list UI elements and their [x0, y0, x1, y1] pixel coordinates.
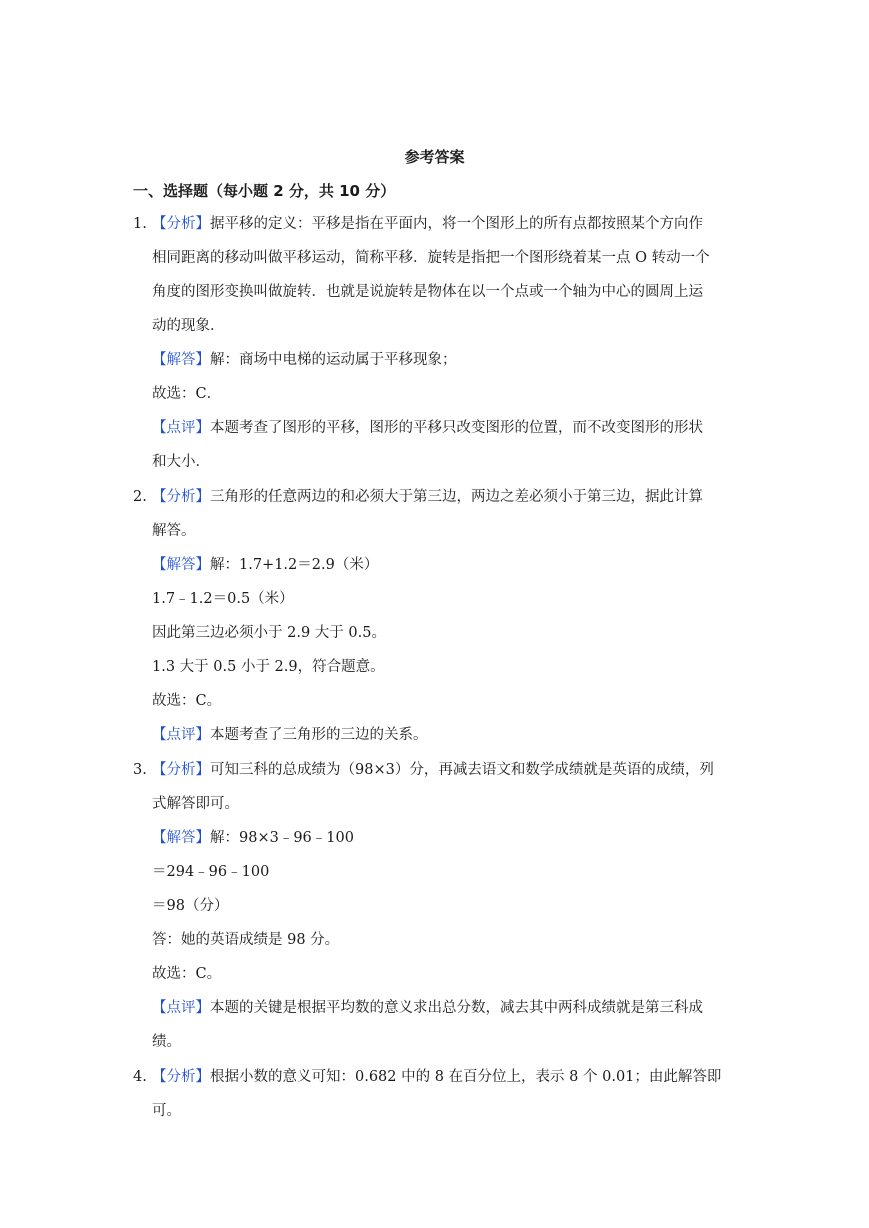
answer-tag: 【解答】	[152, 352, 210, 368]
q2-step-line: 因此第三边必须小于 2.9 大于 0.5。	[152, 625, 386, 641]
analysis-tag: 【分析】	[152, 762, 210, 778]
q1-choice-line: 故选：C．	[152, 386, 222, 402]
q1-comment-line: 和大小．	[152, 454, 210, 470]
analysis-tag: 【分析】	[152, 489, 210, 505]
q1-analysis-line: 【分析】据平移的定义：平移是指在平面内，将一个图形上的所有点都按照某个方向作	[152, 216, 703, 232]
comment-tag: 【点评】	[152, 727, 210, 743]
q3-step-line: 答：她的英语成绩是 98 分。	[152, 932, 340, 948]
q2-choice-line: 故选：C。	[152, 693, 222, 709]
q2-step-line: 1.7﹣1.2＝0.5（米）	[152, 591, 294, 607]
q4-analysis-line: 可。	[152, 1103, 181, 1119]
q2-analysis-line: 【分析】三角形的任意两边的和必须大于第三边，两边之差必须小于第三边，据此计算	[152, 489, 703, 505]
q1-analysis-line: 动的现象．	[152, 318, 225, 334]
q3-step-line: ＝294﹣96﹣100	[152, 864, 270, 880]
comment-tag: 【点评】	[152, 420, 210, 436]
q3-answer-line: 【解答】解：98×3﹣96﹣100	[152, 830, 354, 846]
q2-step-line: 1.3 大于 0.5 小于 2.9，符合题意。	[152, 659, 385, 675]
question-number: 1.	[133, 216, 147, 232]
q2-answer-line: 【解答】解：1.7+1.2＝2.9（米）	[152, 557, 379, 573]
section-heading: 一、选择题（每小题 2 分，共 10 分）	[133, 182, 396, 200]
q3-step-line: ＝98（分）	[152, 898, 229, 914]
q1-analysis-line: 相同距离的移动叫做平移运动，简称平移．旋转是指把一个图形绕着某一点 O 转动一个	[152, 250, 710, 266]
page-title: 参考答案	[404, 148, 465, 166]
question-number: 3.	[133, 762, 147, 778]
comment-tag: 【点评】	[152, 1000, 210, 1016]
question-number: 2.	[133, 489, 147, 505]
q3-comment-line: 绩。	[152, 1034, 181, 1050]
q4-analysis-line: 【分析】根据小数的意义可知：0.682 中的 8 在百分位上，表示 8 个 0.01；由此解答即	[152, 1069, 722, 1085]
answer-tag: 【解答】	[152, 557, 210, 573]
q2-analysis-line: 解答。	[152, 523, 196, 539]
q1-comment-line: 【点评】本题考查了图形的平移，图形的平移只改变图形的位置，而不改变图形的形状	[152, 420, 703, 436]
q3-choice-line: 故选：C。	[152, 966, 222, 982]
q1-analysis-line: 角度的图形变换叫做旋转．也就是说旋转是物体在以一个点或一个轴为中心的圆周上运	[152, 284, 703, 300]
q3-analysis-line: 式解答即可。	[152, 796, 239, 812]
analysis-tag: 【分析】	[152, 216, 210, 232]
q1-answer-line: 【解答】解：商场中电梯的运动属于平移现象；	[152, 352, 457, 368]
q2-comment-line: 【点评】本题考查了三角形的三边的关系。	[152, 727, 428, 743]
q3-analysis-line: 【分析】可知三科的总成绩为（98×3）分，再减去语文和数学成绩就是英语的成绩，列	[152, 762, 714, 778]
q3-comment-line: 【点评】本题的关键是根据平均数的意义求出总分数，减去其中两科成绩就是第三科成	[152, 1000, 703, 1016]
analysis-tag: 【分析】	[152, 1069, 210, 1085]
answer-tag: 【解答】	[152, 830, 210, 846]
question-number: 4.	[133, 1069, 147, 1085]
